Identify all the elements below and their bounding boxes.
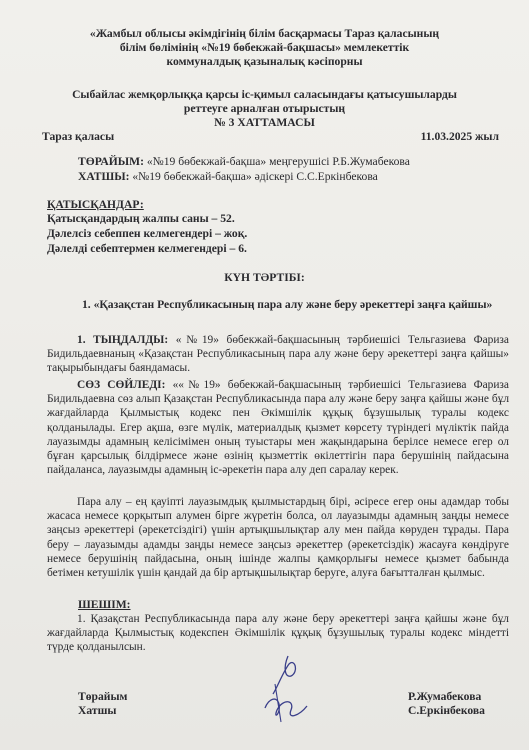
decision-heading: ШЕШІМ:	[78, 598, 131, 611]
attendees-total: Қатысқандардың жалпы саны – 52.	[47, 212, 235, 225]
heard-text: «№19» бөбекжай-бақшасының тәрбиешісі Тельгазиева Фариза Бидильдаевнаның «Қазақстан Республикасының пара алу және беру әрекеттері заңға қайшы» тақырыбындағы баяндамасы.	[47, 334, 509, 375]
place: Тараз қаласы	[42, 130, 115, 143]
chair-line	[78, 155, 410, 168]
header-line-2: білім бөлімінің «№19 бөбекжай-бақшасы» мемлекеттік	[119, 41, 410, 54]
secretary-name: С.Еркінбекова	[408, 704, 485, 717]
chair-name: Р.Жумабекова	[408, 690, 482, 703]
attendees-absent-no-reason: Дәлелсіз себеппен келмегендері – жоқ.	[47, 227, 248, 240]
handwritten-signature	[255, 648, 325, 728]
decision-text: 1. Қазақстан Республикасында пара алу және беру әрекеттері заңға қайшы және бұл жағдайларда Қылмыстық кодекспен Әкімшілік құқық бұзушылық туралы кодекс міндетті түрде қолданылсын.	[47, 613, 509, 654]
attendees-absent-reason: Дәлелді себептермен келмегендері – 6.	[47, 242, 247, 255]
chair-text: «№19 бөбекжай-бақша» меңгерушісі Р.Б.Жумабекова	[146, 155, 410, 168]
secretary-role: Хатшы	[78, 704, 117, 717]
secretary-label: ХАТШЫ:	[78, 170, 130, 183]
secretary-text: «№19 бөбекжай-бақша» әдіскері С.С.Еркінбекова	[132, 170, 378, 183]
title-line-3: № 3 ХАТТАМАСЫ	[214, 116, 315, 129]
chair-label: ТӨРАЙЫМ:	[78, 155, 144, 168]
heard-label: 1. ТЫҢДАЛДЫ:	[77, 334, 169, 346]
title-line-1: Сыбайлас жемқорлыққа қарсы іс-қимыл саласындағы қатысушыларды	[72, 88, 457, 101]
header-line-3: коммуналдық қазыналық кәсіпорны	[166, 55, 363, 68]
header-line-1: «Жамбыл облысы әкімдігінің білім басқармасы Тараз қаласының	[89, 27, 440, 40]
document-date: 11.03.2025 жыл	[420, 130, 499, 143]
spoke-label: СӨЗ СӨЙЛЕДІ:	[77, 379, 166, 391]
heard-paragraph	[47, 333, 509, 376]
attendees-heading: ҚАТЫСҚАНДАР:	[47, 198, 144, 211]
spoke-paragraph	[47, 378, 509, 477]
spoke-paragraph-2: Пара алу – ең қауіпті лауазымдық қылмыстардың бірі, әсіресе егер оны адамдар тобы жасаса немесе қорқытып алумен бірге жүретін болса, ол лауазымды адамның заңды немесе заңсыз әрекеттері (әрекетсіздігі) үшін артықшылықтар алу мен пайда көруден тұрады. Пара беру – лауазымды адамды заңды немесе заңсыз әрекеттер (әрекетсіздік) жасауға көндіруге немесе берушінің пайдасына, оның ішінде жалпы қамқорлығы немесе қызмет бабында бетімен кетушілік үшін қандай да бір артықшылықтар беруге, алуға бағытталған қылмыс.	[47, 496, 509, 580]
agenda-heading: КҮН ТӘРТІБІ:	[224, 271, 305, 284]
agenda-item-1: 1. «Қазақстан Республикасының пара алу және беру әрекеттері заңға қайшы»	[82, 298, 493, 311]
secretary-line	[78, 170, 378, 183]
spoke-text: ««№19» бөбекжай-бақшасының тәрбиешісі Тельгазиева Фариза Бидильдаевна сөз алып Қазақстан Республикасында пара алу және беру заңға қайшы және бұл жағдайларда Қылмыстық кодекс пен Әкімшілік құқық бұзушылық туралы кодекс қолданылады. Егер ақша, өзге мүлік, материалдық қызмет көрсету түріндегі мүліктік пайда лауазымды адамның келісімімен оның туыстары мен жақындарына берілсе немесе егер ол бұған қарсылық білдірмесе және өзінің қызметтік өкілеттігін пара берушінің пайдасына пайдаланса, лауазымды адамның іс-әрекетін пара алу деп саралау керек.	[47, 379, 509, 477]
title-line-2: реттеуге арналған отырыстың	[183, 102, 346, 115]
chair-role: Төрайым	[78, 690, 128, 703]
